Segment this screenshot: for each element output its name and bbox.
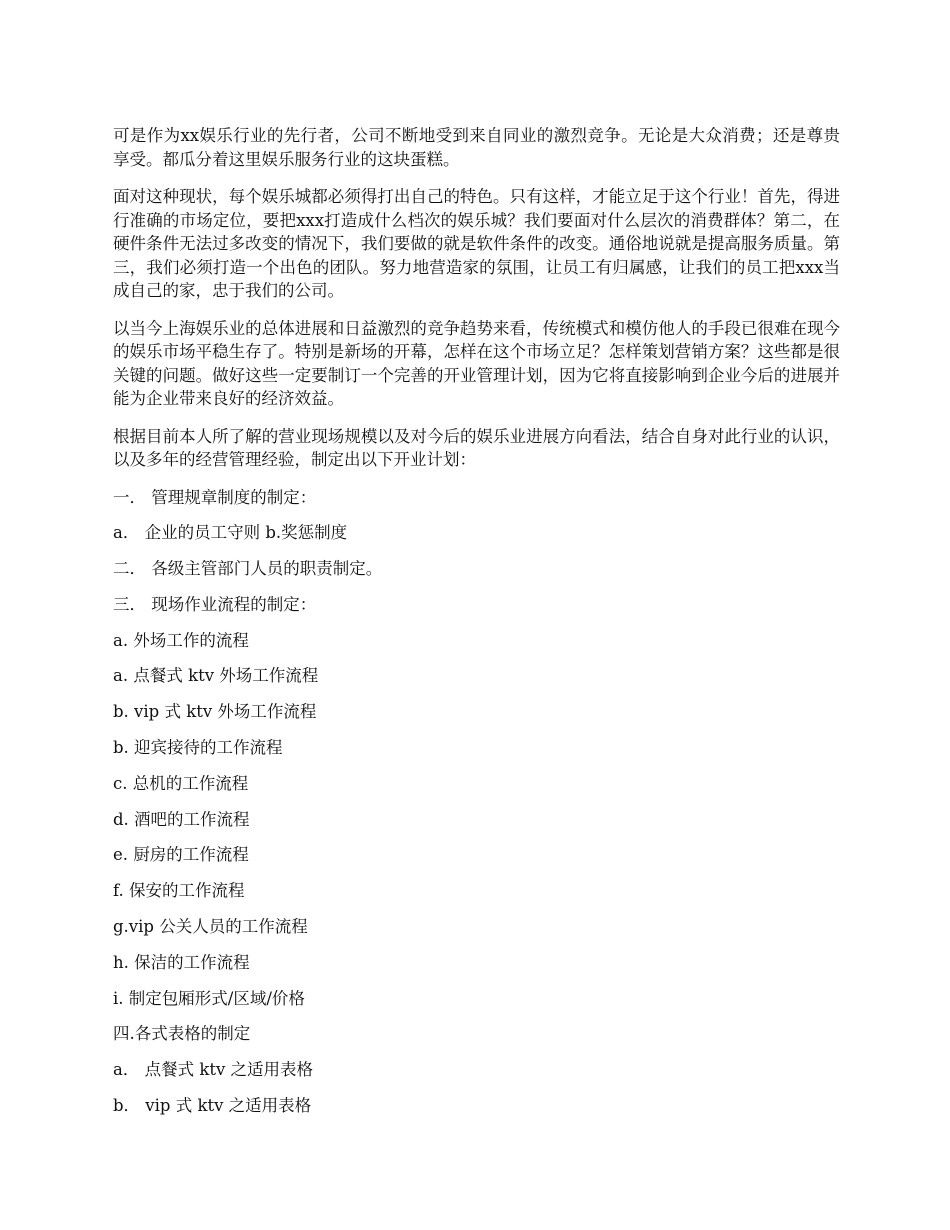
list-item: g.vip 公关人员的工作流程 (113, 917, 308, 937)
list-item: a． 点餐式 ktv 之适用表格 (113, 1060, 314, 1080)
list-item: h. 保洁的工作流程 (113, 952, 250, 972)
list-item: e. 厨房的工作流程 (113, 845, 249, 865)
paragraph-situation: 面对这种现状，每个娱乐城都必须得打出自己的特色。只有这样，才能立足于这个行业！首先，得进行准确的市场定位，要把xxx打造成什么档次的娱乐城？我们要面对什么层次的消费群体？第二，在硬件条件无法过多改变的情况下，我们要做的就是软件条件的改变。通俗地说就是提高服务质量。第三，我们必须打造一个出色的团队。努力地营造家的氛围，让员工有归属感，让我们的员工把xxx当成自己的家，忠于我们的公司。 (113, 187, 840, 300)
paragraph-market-trend: 以当今上海娱乐业的总体进展和日益激烈的竞争趋势来看，传统模式和模仿他人的手段已很难在现今的娱乐市场平稳生存了。特别是新场的开幕，怎样在这个市场立足？怎样策划营销方案？这些都是很关键的问题。做好这些一定要制订一个完善的开业管理计划，因为它将直接影响到企业今后的进展并能为企业带来良好的经济效益。 (113, 318, 840, 408)
paragraph-intro: 可是作为xx娱乐行业的先行者，公司不断地受到来自同业的激烈竞争。无论是大众消费；还是尊贵享受。都瓜分着这里娱乐服务行业的这块蛋糕。 (113, 126, 840, 169)
paragraph-plan-basis: 根据目前本人所了解的营业现场规模以及对今后的娱乐业进展方向看法，结合自身对此行业的认识，以及多年的经营管理经验，制定出以下开业计划： (113, 426, 840, 469)
list-item: a． 企业的员工守则 b.奖惩制度 (113, 523, 348, 543)
list-item: a. 外场工作的流程 (113, 630, 249, 650)
list-item: d. 酒吧的工作流程 (113, 809, 250, 829)
list-item: i. 制定包厢形式/区域/价格 (113, 988, 305, 1008)
document-page (113, 124, 840, 1130)
section-heading-forms: 四.各式表格的制定 (113, 1024, 251, 1044)
section-heading-duties: 二． 各级主管部门人员的职责制定。 (113, 559, 383, 579)
list-item: b. 迎宾接待的工作流程 (113, 738, 283, 758)
section-heading-workflow: 三． 现场作业流程的制定： (113, 594, 317, 614)
list-item: a. 点餐式 ktv 外场工作流程 (113, 666, 319, 686)
list-item: f. 保安的工作流程 (113, 881, 245, 901)
list-item: c. 总机的工作流程 (113, 773, 249, 793)
section-heading-rules: 一． 管理规章制度的制定： (113, 487, 317, 507)
list-item: b． vip 式 ktv 之适用表格 (113, 1096, 312, 1116)
list-item: b. vip 式 ktv 外场工作流程 (113, 702, 317, 722)
